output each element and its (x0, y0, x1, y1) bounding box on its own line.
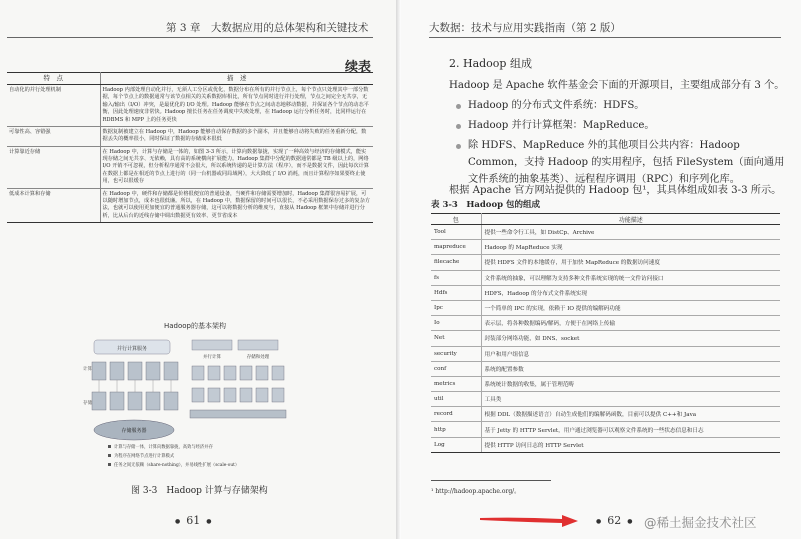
table-row (431, 392, 780, 407)
left-page (0, 0, 396, 539)
table-header-feature: 特 点 (7, 73, 100, 85)
package-cell: fs (431, 270, 481, 285)
figure-title: Hadoop的基本架构 (163, 322, 227, 330)
function-cell: 系统的配置参数 (481, 361, 780, 376)
package-cell: filecache (431, 255, 481, 270)
table-row (431, 300, 780, 315)
mini-diagram (190, 340, 286, 418)
table-row (431, 422, 780, 437)
hadoop-architecture-figure (80, 318, 310, 478)
table-row (431, 270, 780, 285)
left-page-header: 第 3 章 大数据应用的总体架构和关键技术 (166, 22, 369, 34)
bullet-dot (456, 104, 461, 109)
intro-paragraph: Hadoop 是 Apache 软件基金会下面的开源项目，主要组成部分有 3 个。 (449, 80, 785, 91)
table-row (431, 407, 780, 422)
function-cell: 表示层，将各种数据编码/解码，方便于在网络上传输 (481, 316, 780, 331)
table-row (431, 437, 780, 452)
table-row (431, 225, 780, 240)
package-cell: mapreduce (431, 240, 481, 255)
feature-cell: 计算靠近存储 (7, 146, 100, 188)
storage-side-label: 存储 (83, 401, 92, 406)
features-table (7, 72, 373, 223)
table-row (431, 255, 780, 270)
package-cell: Ipc (431, 300, 481, 315)
package-cell: Log (431, 437, 481, 452)
bullet-dot (456, 124, 461, 129)
feature-cell: 低成本计算和存储 (7, 188, 100, 223)
bullet-item (468, 98, 780, 115)
function-cell: 基于 Jetty 的 HTTP Servlet，用户通过浏览器可以观察文件系统的一些状态信息和日志 (481, 422, 780, 437)
table-title: 表 3-3 Hadoop 包的组成 (431, 200, 541, 210)
bullet-text: Hadoop 的分布式文件系统：HDFS。 (468, 100, 645, 111)
function-cell: 文件系统的抽象，可以理解为支持多种文件系统实现的统一文件访问接口 (481, 270, 780, 285)
function-cell: 工具类 (481, 392, 780, 407)
table-header-description: 描 述 (100, 73, 373, 85)
function-cell: 系统统计数据的收集，属于管理范畴 (481, 376, 780, 391)
package-cell: Hdfs (431, 285, 481, 300)
package-cell: util (431, 392, 481, 407)
legend-item: 任务之间无依赖（share-nothing），并易线性扩展（scale-out） (114, 463, 240, 468)
section-title: 2. Hadoop 组成 (449, 57, 532, 70)
feature-cell: 自动化的并行处理机制 (7, 85, 100, 127)
package-cell: Tool (431, 225, 481, 240)
table-row (431, 361, 780, 376)
bullet-item (468, 138, 786, 188)
right-page-number: ● 62 ● (596, 514, 633, 527)
table-row (431, 285, 780, 300)
description-cell: 数据复制被建立在 Hadoop 中，Hadoop 能够自动保存数据的多个副本，并且能够自动将失败的任务重新分配，数据丢失的概率很小，同时保证了数据的存储成本很低 (100, 126, 373, 146)
package-cell: conf (431, 361, 481, 376)
package-cell: Net (431, 331, 481, 346)
package-cell: Io (431, 316, 481, 331)
package-cell: metrics (431, 376, 481, 391)
watermark: @稀土掘金技术社区 (644, 515, 757, 530)
table-row (7, 126, 373, 146)
bullet-dot (456, 144, 461, 149)
table-row (7, 146, 373, 188)
function-cell: 用户和用户组信息 (481, 346, 780, 361)
table-header-package: 包 (431, 214, 481, 225)
bullet-text: Hadoop 并行计算框架：MapReduce。 (468, 120, 655, 131)
left-page-number-text: 61 (186, 514, 201, 527)
cluster-diagram (83, 340, 178, 440)
body-paragraph: 根据 Apache 官方网站提供的 Hadoop 包¹，其具体组成如表 3-3 所示。 (449, 185, 782, 196)
function-cell: 封装部分网络功能，如 DNS、socket (481, 331, 780, 346)
footnote-rule (431, 480, 551, 481)
table-row (431, 316, 780, 331)
legend-item: 为程序在网络节点进行计算模式 (114, 454, 175, 459)
mini-label-storage: 存储和处理 (246, 355, 270, 360)
bullet-text: 除 HDFS、MapReduce 外的其他项目公共内容：Hadoop Common，支持 Hadoop 的实用程序，包括 FileSystem（面向通用文件系统的抽象基类）、远程程序调用（RPC）和序列化库。 (468, 140, 785, 185)
storage-label: 存储服务器 (121, 428, 147, 434)
cluster-label: 并行计算服务 (116, 346, 148, 352)
bullet-item (468, 118, 780, 135)
function-cell: HDFS，Hadoop 的分布式文件系统实现 (481, 285, 780, 300)
legend-item: 计算与存储一体，计算向数据靠拢，高效与经济并存 (114, 445, 213, 450)
package-cell: security (431, 346, 481, 361)
left-header-rule (7, 37, 373, 38)
red-arrow-icon (480, 512, 580, 528)
feature-cell: 可靠性高、容错强 (7, 126, 100, 146)
function-cell: 提供一些命令行工具，如 DistCp、Archive (481, 225, 780, 240)
figure-caption: 图 3-3 Hadoop 计算与存储架构 (131, 486, 268, 496)
compute-side-label: 计算 (83, 367, 92, 372)
function-cell: 根据 DDL（数据描述语言）自动生成他们的编解码函数，目前可以提供 C++和 Java (481, 407, 780, 422)
function-cell: 提供 HDFS 文件的本地缓存，用于加快 MapReduce 的数据访问速度 (481, 255, 780, 270)
footnote: ¹ http://hadoop.apache.org/。 (431, 488, 521, 495)
description-cell: 在 Hadoop 中，计算与存储是一体的，如图 3-3 所示，计算向数据靠拢，实现了一种高效与经济的存储模式，能实现存储之间无共享、无依赖，具有高的系统横向扩展能力。Hadoop 集群中分配的数据通常都是 TB 级以上的，网络 I/O 开销不可忽视，但分析程序通常不会很大，所以系统传递的是计算方法（程序），而不是数据文件，因此每次计算在数据上都是在相近的节点上进行的（同一台机器或同局域网），大大降低了 I/O 消耗，而且计算程序如果要终止使用，也可以很缓存 (100, 146, 373, 188)
table-row (431, 346, 780, 361)
function-cell: 提供 HTTP 访问日志的 HTTP Servlet (481, 437, 780, 452)
right-header-rule (429, 37, 781, 38)
figure-legend (108, 443, 239, 468)
table-row (431, 240, 780, 255)
package-cell: record (431, 407, 481, 422)
table-row (7, 188, 373, 223)
table-row (7, 85, 373, 127)
right-page-header: 大数据：技术与应用实践指南（第 2 版） (429, 22, 621, 34)
table-header-function: 功能描述 (481, 214, 780, 225)
description-cell: Hadoop 内部处理自动化并行，无须人工分区或优化，数据分布在所有的并行节点上，每个节点只处理其中一部分数据，每个节点上的数据通常与该节点相关的关系数据库相比，所有节点同时进行并行处理，节点之间完全无共享，无输入/输出（I/O）冲突，是最优化的 I/O 处理。Hadoop 能够在节点之间动态地移动数据，并保证各个节点的动态平衡，因此处理速度非常快。Hadoop 擅长任务在任务调度中失败处理，在 Hadoop 运行分析任务时，比同样运行在 RDBMS 和 MPP 上的任务更快 (100, 85, 373, 127)
function-cell: Hadoop 的 MapReduce 实现 (481, 240, 780, 255)
package-cell: http (431, 422, 481, 437)
left-page-number: ● 61 ● (175, 514, 212, 527)
function-cell: 一个简单的 IPC 的实现，依赖于 IO 提供的编解码功能 (481, 300, 780, 315)
table-row (431, 331, 780, 346)
mini-label-compute: 并行计算 (203, 355, 221, 360)
continued-label: 续表 (345, 60, 372, 75)
table-row (431, 376, 780, 391)
description-cell: 在 Hadoop 中，硬件和存储都是价格很便宜的普通设备，当硬件和存储需要增加时，Hadoop 集群很容易扩展，可以随时增加节点，成本也很低廉。所以，在 Hadoop 中，数据保留的时间可以很长，不必采用数据保存过多的复杂方法，也就可以使用更加便宜的普通服务器存储，这可以将数据分析的维度与，直接从 Hadoop 框架中存储并进行分析，比从后台的近线存储中调出数据更有效率、更节省成本 (100, 188, 373, 223)
right-page-number-text: 62 (607, 514, 622, 527)
hadoop-packages-table (431, 213, 780, 453)
